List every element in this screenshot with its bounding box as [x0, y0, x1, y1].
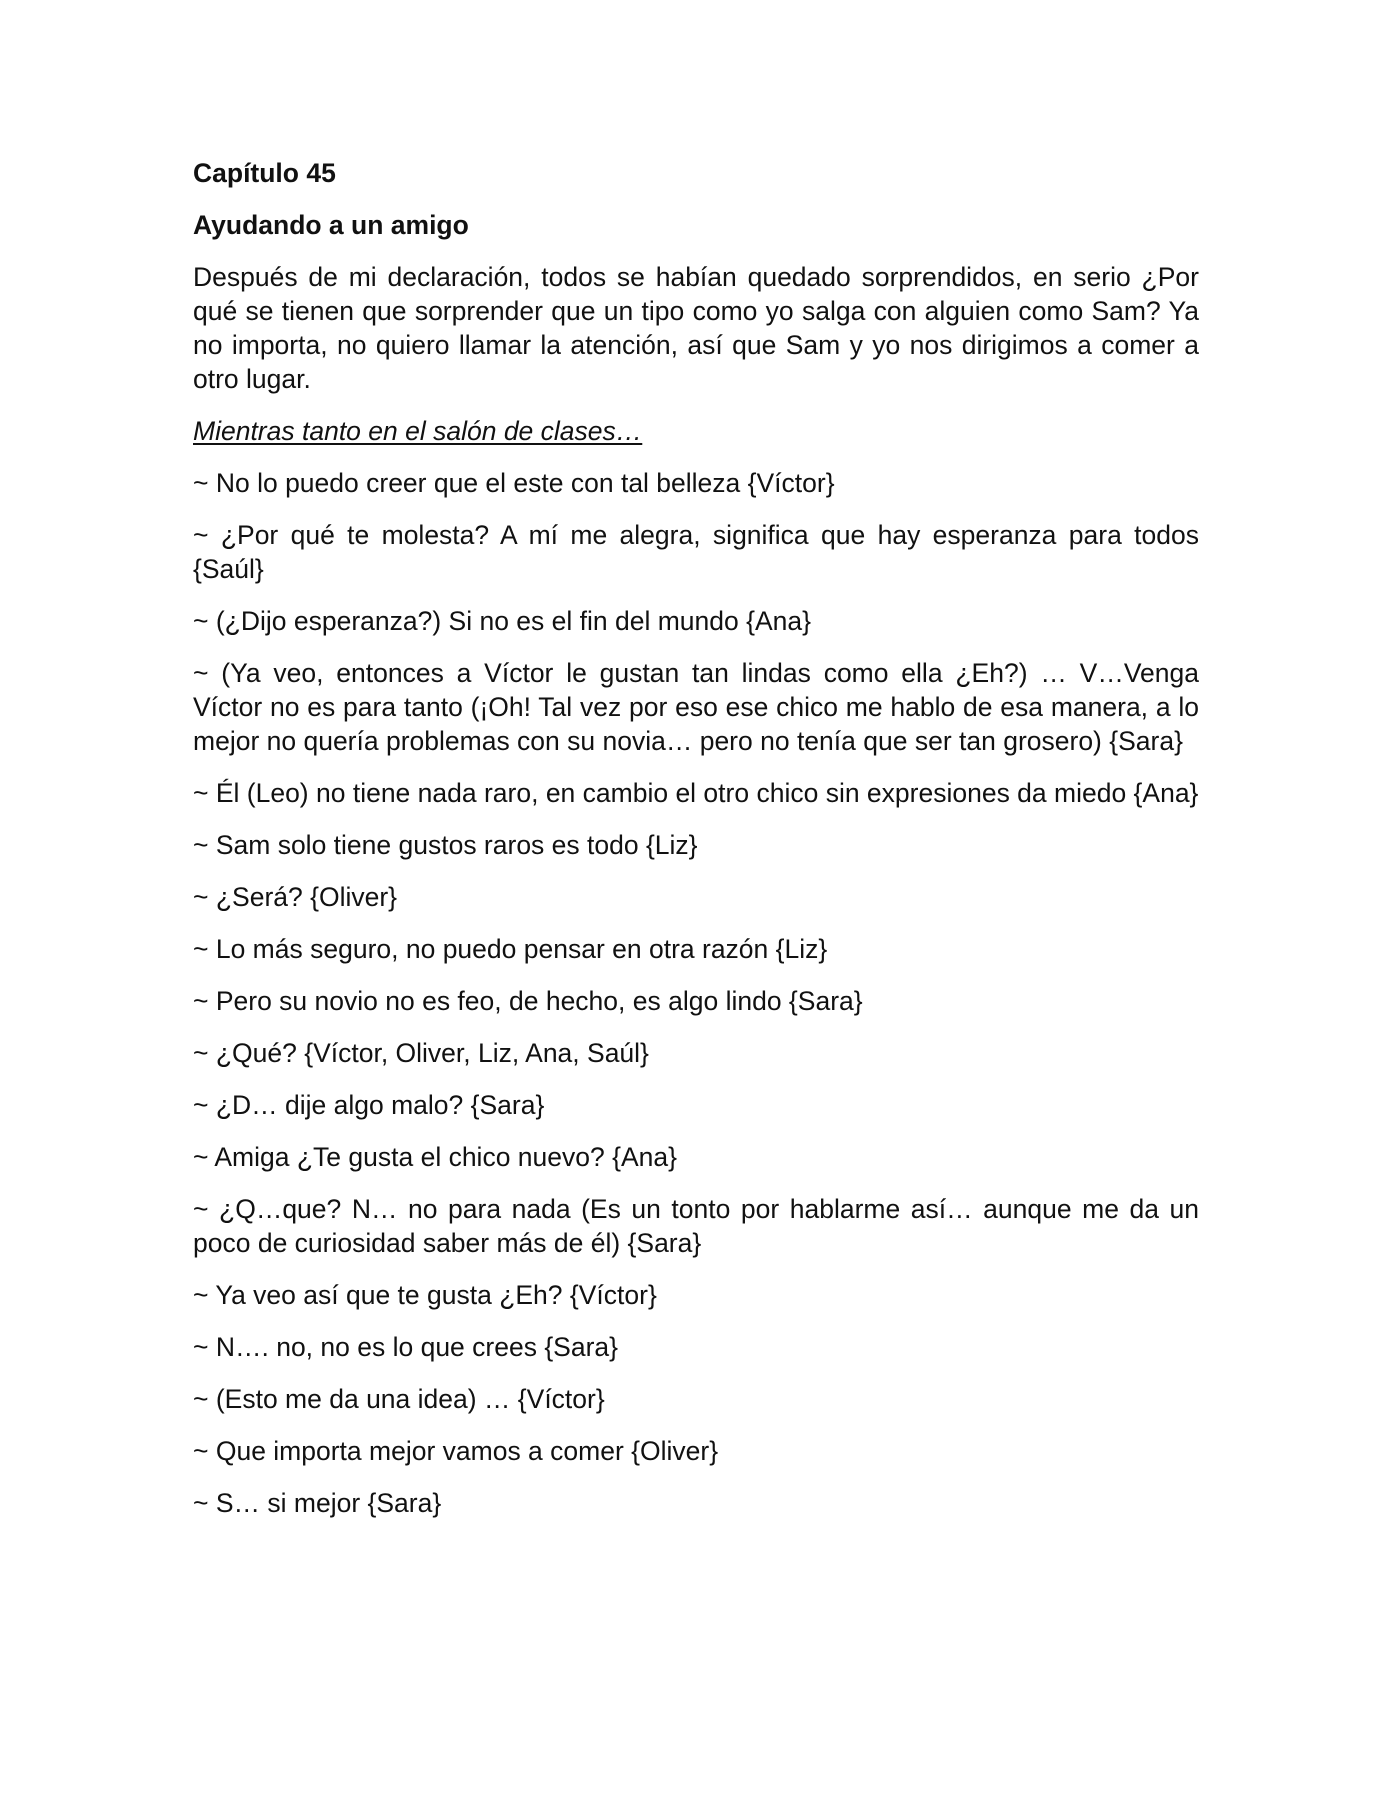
intro-paragraph: Después de mi declaración, todos se habían quedado sorprendidos, en serio ¿Por qué se tienen que sorprender que un tipo como yo salga con alguien como Sam? Ya no importa, no quiero llamar la atención, así que Sam y yo nos dirigimos a comer a otro lugar.: [193, 262, 1199, 394]
dialogue-line: ~ Amiga ¿Te gusta el chico nuevo? {Ana}: [193, 1142, 677, 1172]
dialogue-line: ~ S… si mejor {Sara}: [193, 1488, 442, 1518]
document-page: [193, 156, 1199, 1538]
dialogue-line: ~ Ya veo así que te gusta ¿Eh? {Víctor}: [193, 1280, 657, 1310]
dialogue-line: ~ (¿Dijo esperanza?) Si no es el fin del mundo {Ana}: [193, 606, 811, 636]
dialogue-list: [193, 466, 1199, 1520]
dialogue-line: ~ ¿Qué? {Víctor, Oliver, Liz, Ana, Saúl}: [193, 1038, 649, 1068]
dialogue-line: ~ Lo más seguro, no puedo pensar en otra razón {Liz}: [193, 934, 828, 964]
dialogue-line: ~ Sam solo tiene gustos raros es todo {Liz}: [193, 830, 698, 860]
dialogue-line: ~ N…. no, no es lo que crees {Sara}: [193, 1332, 618, 1362]
dialogue-line: ~ (Esto me da una idea) … {Víctor}: [193, 1384, 605, 1414]
chapter-number: Capítulo 45: [193, 158, 336, 188]
dialogue-line: ~ Pero su novio no es feo, de hecho, es algo lindo {Sara}: [193, 986, 863, 1016]
dialogue-line: ~ ¿D… dije algo malo? {Sara}: [193, 1090, 545, 1120]
dialogue-line: ~ No lo puedo creer que el este con tal belleza {Víctor}: [193, 468, 835, 498]
dialogue-line: ~ ¿Q…que? N… no para nada (Es un tonto por hablarme así… aunque me da un poco de curiosidad saber más de él) {Sara}: [193, 1194, 1199, 1258]
dialogue-line: ~ Que importa mejor vamos a comer {Oliver}: [193, 1436, 719, 1466]
dialogue-line: ~ Él (Leo) no tiene nada raro, en cambio el otro chico sin expresiones da miedo {Ana}: [193, 778, 1199, 808]
dialogue-line: ~ ¿Será? {Oliver}: [193, 882, 398, 912]
dialogue-line: ~ (Ya veo, entonces a Víctor le gustan tan lindas como ella ¿Eh?) … V…Venga Víctor no es para tanto (¡Oh! Tal vez por eso ese chico me hablo de esa manera, a lo mejor no quería problemas con su novia… pero no tenía que ser tan grosero) {Sara}: [193, 658, 1199, 756]
chapter-title: Ayudando a un amigo: [193, 210, 469, 240]
scene-transition: Mientras tanto en el salón de clases…: [193, 416, 643, 446]
dialogue-line: ~ ¿Por qué te molesta? A mí me alegra, significa que hay esperanza para todos {Saúl}: [193, 520, 1199, 584]
